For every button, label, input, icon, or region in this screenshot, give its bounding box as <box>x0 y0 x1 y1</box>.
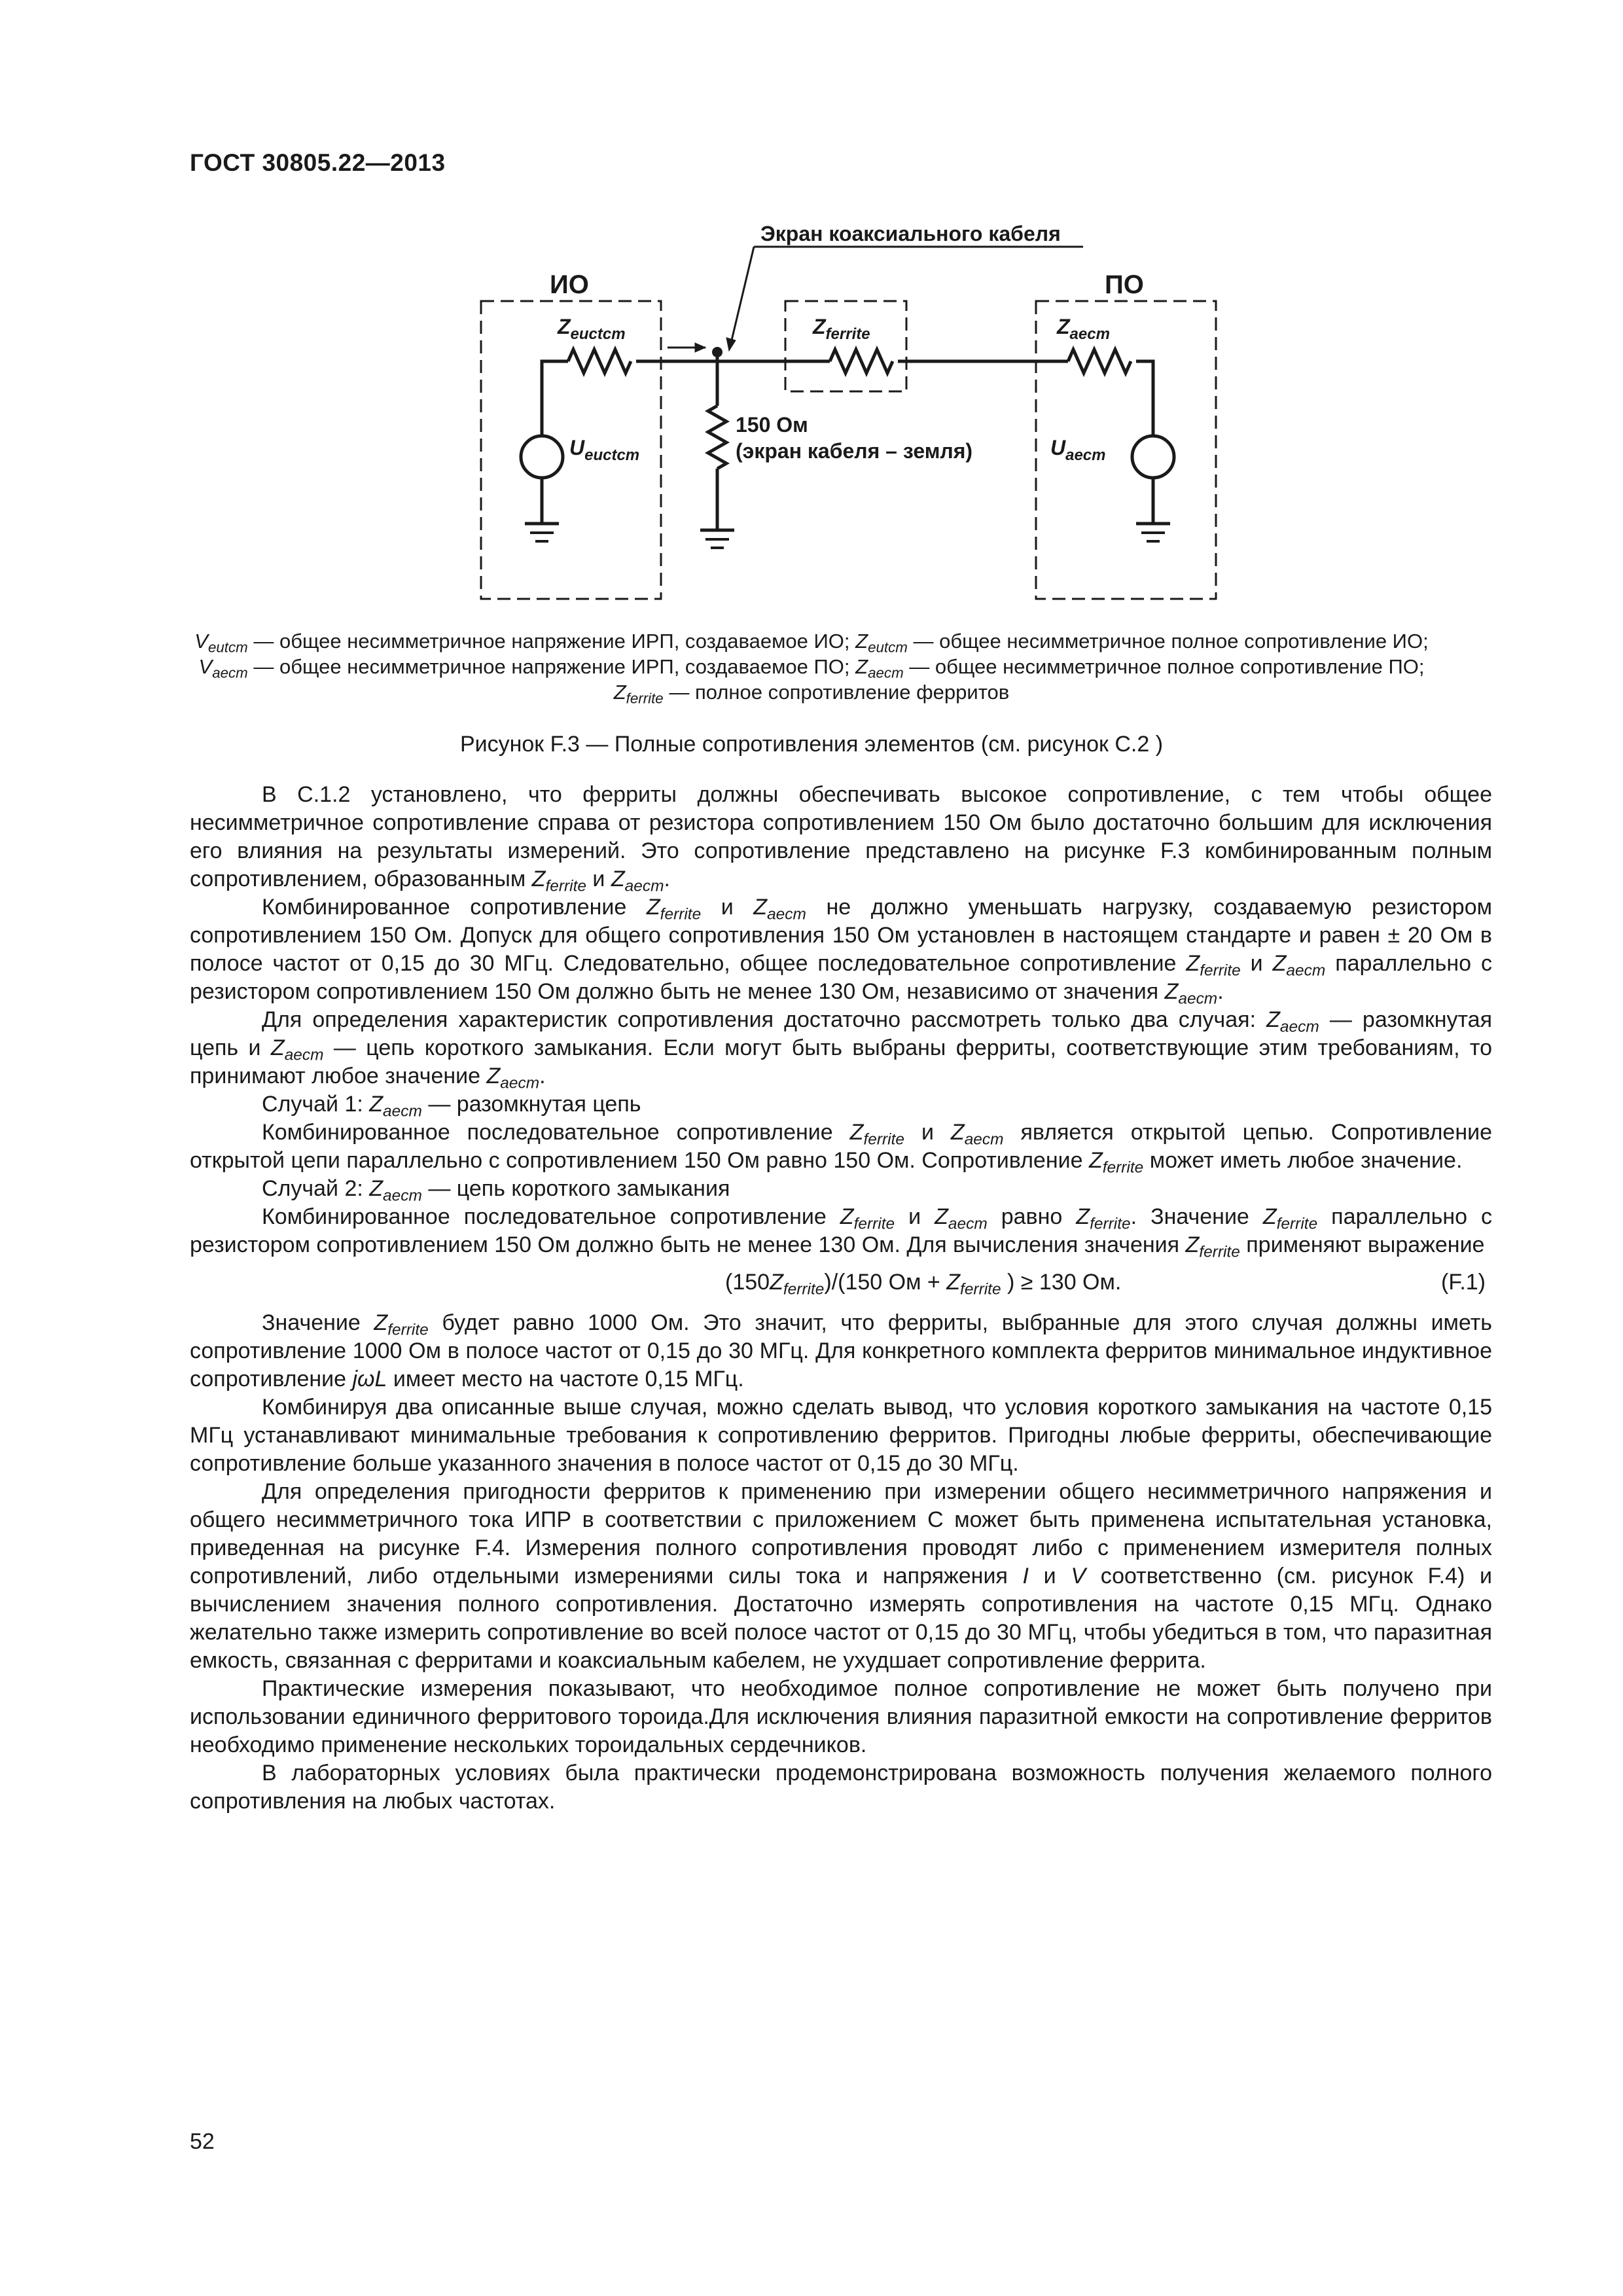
paragraph: В лабораторных условиях была практически продемонстрирована возможность получения желаемого полного сопротивления на любых частотах. <box>190 1761 1492 1814</box>
paragraph: Значение $Z_{ferrite}$ будет равно 1000 Ом. Это значит, что ферриты, выбранные для этого случая должны иметь сопротивление 1000 Ом в полосе частот от 0,15 до 30 МГц. Для конкретного комплекта ферритов минимальное индуктивное сопротивление jωL имеет место на частоте 0,15 МГц. <box>190 1310 1493 1391</box>
case-2-heading: Случай 2: $Z_{aecm}$ — цепь короткого замыкания <box>262 1176 730 1205</box>
u-aecm-source <box>1132 436 1174 478</box>
z-aecm-label: $Z_{aecm}$ <box>1057 315 1110 343</box>
ground-left <box>525 524 559 541</box>
ae-label: ПО <box>1105 270 1144 299</box>
z-euctcm-label: $Z_{euctcm}$ <box>558 315 626 343</box>
legend-line-1: $V_{eutcm}$ — общее несимметричное напряжение ИРП, создаваемое ИО; $Z_{eutcm}$ — общее несимметричное полное сопротивление ИО; <box>194 630 1429 656</box>
ground-center <box>700 530 734 548</box>
legend-line-3: $Z_{ferrite}$ — полное сопротивление ферритов <box>613 681 1010 707</box>
paragraph: Для определения характеристик сопротивления достаточно рассмотреть только два случая: $Z_{aecm}$ — разомкнутая цепь и $Z_{aecm}$ — цепь короткого замыкания. Если могут быть выбраны ферриты, соответствующие этим требованиям, то принимают любое значение $Z_{aecm}$. <box>190 1007 1493 1092</box>
z-euctcm-resistor <box>568 350 631 373</box>
figure-legend <box>157 628 1466 705</box>
page-number: 52 <box>190 2129 215 2154</box>
paragraph: Комбинированное сопротивление $Z_{ferrite}$ и $Z_{aecm}$ не должно уменьшать нагрузку, создаваемую резистором сопротивлением 150 Ом. Допуск для общего сопротивления 150 Ом установлен в настоящем стандарте и равен ± 20 Ом в полосе частот от 0,15 до 30 МГц. Следовательно, общее последовательное сопротивление $Z_{ferrite}$ и $Z_{aecm}$ параллельно с резистором сопротивлением 150 Ом должно быть не менее 130 Ом, независимо от значения $Z_{aecm}$. <box>190 895 1492 1008</box>
figure-caption: Рисунок F.3 — Полные сопротивления элементов (см. рисунок C.2 ) <box>459 732 1164 757</box>
formula-line <box>190 1268 1492 1305</box>
resistor-note-label: (экран кабеля – земля) <box>736 439 973 463</box>
paragraph: Для определения пригодности ферритов к применению при измерении общего несимметричного напряжения и общего несимметричного тока ИПР в соответствии с приложением С может быть применена испытательная установка, приведенная на рисунке F.4. Измерения полного сопротивления проводят либо с применением измерителя полных сопротивлений, либо отдельными измерениями силы тока и напряжения I и V соответственно (см. рисунок F.4) и вычислением значения полного сопротивления. Достаточно измерять сопротивления на частоте 0,15 МГц. Однако желательно также измерить сопротивление во всей полосе частот от 0,15 до 30 МГц, чтобы убедиться в том, что паразитная емкость, связанная с ферритами и коаксиальным кабелем, не ухудшает сопротивление феррита. <box>190 1479 1492 1673</box>
paragraph: Практические измерения показывают, что необходимое полное сопротивление не может быть получено при использовании единичного ферритового тороида.Для исключения влияния паразитной емкости на сопротивление ферритов необходимо применение нескольких тороидальных сердечников. <box>190 1676 1492 1757</box>
ferrite-box <box>785 301 906 391</box>
formula-number: (F.1) <box>1441 1270 1486 1295</box>
case-1-heading: Случай 1: $Z_{aecm}$ — разомкнутая цепь <box>262 1092 641 1121</box>
u-euctcm-label: $U_{euctcm}$ <box>569 436 640 464</box>
z-ferrite-label: $Z_{ferrite}$ <box>813 315 870 343</box>
document-header: ГОСТ 30805.22—2013 <box>190 149 446 176</box>
coax-shield-label: Экран коаксиального кабеля <box>760 222 1061 245</box>
paragraph: Комбинированное последовательное сопротивление $Z_{ferrite}$ и $Z_{aecm}$ равно $Z_{ferrite}$. Значение $Z_{ferrite}$ параллельно с резистором сопротивлением 150 Ом должно быть не менее 130 Ом. Для вычисления значения $Z_{ferrite}$ применяют выражение <box>190 1204 1492 1261</box>
body-text <box>190 781 1492 1816</box>
resistor-150-ohm <box>708 406 726 469</box>
eut-label: ИО <box>550 270 589 299</box>
z-ferrite-resistor <box>830 350 893 373</box>
paragraph: Комбинированное последовательное сопротивление $Z_{ferrite}$ и $Z_{aecm}$ является открытой цепью. Сопротивление открытой цепи параллельно с сопротивлением 150 Ом равно 150 Ом. Сопротивление $Z_{ferrite}$ может иметь любое значение. <box>190 1120 1493 1177</box>
circuit-diagram <box>458 216 1283 609</box>
z-aecm-resistor <box>1068 350 1131 373</box>
resistor-value-label: 150 Ом <box>736 413 808 437</box>
ground-right <box>1136 524 1170 541</box>
legend-line-2: $V_{aecm}$ — общее несимметричное напряжение ИРП, создаваемое ПО; $Z_{aecm}$ — общее несимметричное полное сопротивление ПО; <box>198 655 1425 681</box>
paragraph: В С.1.2 установлено, что ферриты должны обеспечивать высокое сопротивление, с тем чтобы общее несимметричное сопротивление справа от резистора сопротивлением 150 Ом было достаточно большим для исключения его влияния на результаты измерений. Это сопротивление представлено на рисунке F.3 комбинированным полным сопротивлением, образованным $Z_{ferrite}$ и $Z_{aecm}$. <box>190 782 1492 895</box>
paragraph: Комбинируя два описанные выше случая, можно сделать вывод, что условия короткого замыкания на частоте 0,15 МГц устанавливают минимальные требования к сопротивлению ферритов. Пригодны любые ферриты, обеспечивающие сопротивление больше указанного значения в полосе частот от 0,15 до 30 МГц. <box>190 1395 1492 1476</box>
formula: $(150Z_{ferrite})/(150$ Ом + $Z_{ferrite}$ ) ≥ 130 Ом. <box>725 1270 1122 1299</box>
u-aecm-label: $U_{aecm}$ <box>1050 436 1106 464</box>
u-euctcm-source <box>521 436 563 478</box>
